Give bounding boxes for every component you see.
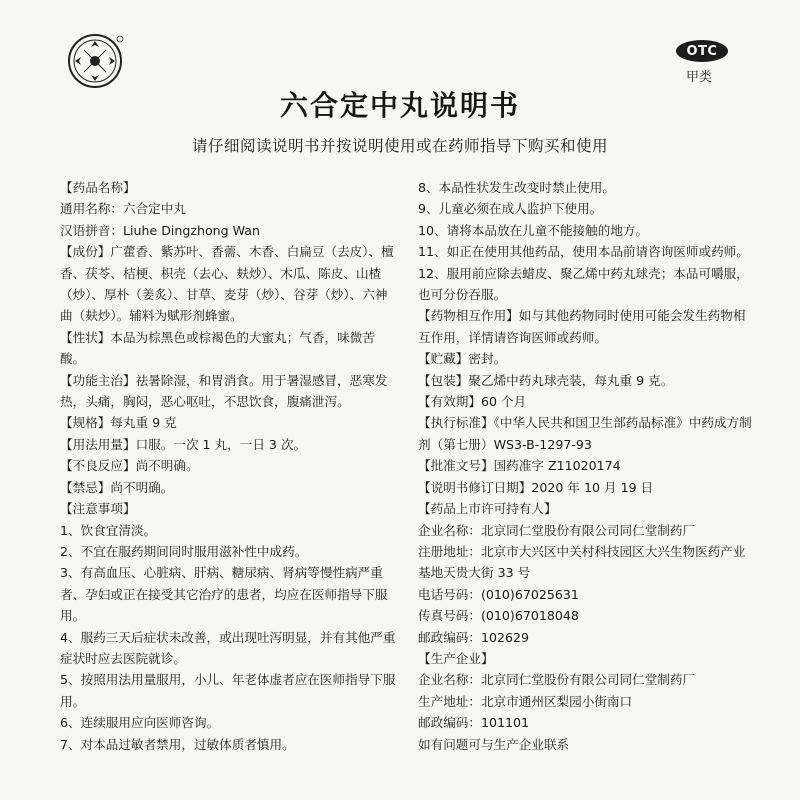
right-column <box>418 177 752 755</box>
document-subtitle: 请仔细阅读说明书并按说明使用或在药师指导下购买和使用 <box>191 137 608 155</box>
precaution-item: 5、按照用法用量服用，小儿、年老体虚者应在医师指导下服用。 <box>60 672 396 709</box>
shelf-life: 【有效期】60 个月 <box>418 394 527 410</box>
approval-number: 【批准文号】国药准字 Z11020174 <box>418 458 621 474</box>
adverse-reactions: 【不良反应】尚不明确。 <box>60 458 199 474</box>
manufacturer-address: 生产地址：北京市通州区梨园小街南口 <box>418 693 633 709</box>
description: 【性状】本品为棕黑色或棕褐色的大蜜丸；气香，味微苦酸。 <box>60 329 375 367</box>
contact-note: 如有问题可与生产企业联系 <box>418 736 570 752</box>
precaution-item: 9、儿童必须在成人监护下使用。 <box>418 201 603 217</box>
revision-date: 【说明书修订日期】2020 年 10 月 19 日 <box>418 479 654 495</box>
indications: 【功能主治】祛暑除湿，和胃消食。用于暑湿感冒，恶寒发热，头痛，胸闷，恶心呕吐，不思饮食，腹痛泄泻。 <box>60 372 388 410</box>
precaution-item: 3、有高血压、心脏病、肝病、糖尿病、肾病等慢性病严重者、孕妇或正在接受其它治疗的患者，均应在医师指导下服用。 <box>60 565 388 624</box>
precaution-item: 2、不宜在服药期间同时服用滋补性中成药。 <box>60 543 308 559</box>
standard: 【执行标准】《中华人民共和国卫生部药品标准》中药成方制剂（第七册）WS3-B-1297-93 <box>418 415 752 452</box>
mah-heading: 【药品上市许可持有人】 <box>418 501 557 517</box>
tongrentang-logo <box>66 32 124 90</box>
precaution-item: 8、本品性状发生改变时禁止使用。 <box>418 180 615 195</box>
mah-fax: 传真号码：(010)67018048 <box>418 608 579 624</box>
mah-phone: 电话号码：(010)67025631 <box>418 586 579 602</box>
dosage: 【用法用量】口服。一次 1 丸，一日 3 次。 <box>60 436 307 452</box>
precaution-item: 6、连续服用应向医师咨询。 <box>60 715 220 731</box>
specification: 【规格】每丸重 9 克 <box>60 415 177 431</box>
ingredients: 【成份】广藿香、紫苏叶、香薷、木香、白扁豆（去皮）、檀香、茯苓、桔梗、枳壳（去心、麸炒）、木瓜、陈皮、山楂（炒）、厚朴（姜炙）、甘草、麦芽（炒）、谷芽（炒）、六神曲（麸炒）。辅料为赋形剂蜂蜜。 <box>60 244 394 324</box>
precaution-item: 10、请将本品放在儿童不能接触的地方。 <box>418 222 649 238</box>
manufacturer-heading: 【生产企业】 <box>418 650 494 666</box>
precaution-item: 1、饮食宜清淡。 <box>60 522 157 538</box>
mah-address: 注册地址：北京市大兴区中关村科技园区大兴生物医药产业基地天贵大街 33 号 <box>418 543 746 581</box>
drug-interactions: 【药物相互作用】如与其他药物同时使用可能会发生药物相互作用，详情请咨询医师或药师。 <box>418 308 746 345</box>
mah-postcode: 邮政编码：102629 <box>418 629 530 645</box>
section-heading: 【药品名称】 <box>60 180 136 195</box>
precautions-heading: 【注意事项】 <box>60 501 136 517</box>
manufacturer-company: 企业名称：北京同仁堂股份有限公司同仁堂制药厂 <box>418 672 696 688</box>
pinyin-name: 汉语拼音：Liuhe Dingzhong Wan <box>60 222 260 238</box>
precaution-item: 11、如正在使用其他药品，使用本品前请咨询医师或药师。 <box>418 244 749 260</box>
precaution-item: 4、服药三天后症状未改善，或出现吐泻明显，并有其他严重症状时应去医院就诊。 <box>60 629 396 666</box>
precaution-item: 7、对本品过敏者禁用，过敏体质者慎用。 <box>60 736 295 752</box>
precaution-item: 12、服用前应除去蜡皮、聚乙烯中药丸球壳；本品可嚼服，也可分份吞服。 <box>418 265 749 303</box>
storage: 【贮藏】密封。 <box>418 351 507 367</box>
packaging: 【包装】聚乙烯中药丸球壳装，每丸重 9 克。 <box>418 372 674 388</box>
manufacturer-postcode: 邮政编码：101101 <box>418 715 530 731</box>
contraindications: 【禁忌】尚不明确。 <box>60 479 174 495</box>
otc-badge: OTC <box>676 40 728 62</box>
otc-category: 甲类 <box>686 70 713 85</box>
document-title: 六合定中丸说明书 <box>279 89 520 122</box>
generic-name: 通用名称：六合定中丸 <box>60 201 186 217</box>
left-column <box>60 177 396 755</box>
mah-company: 企业名称：北京同仁堂股份有限公司同仁堂制药厂 <box>418 522 696 538</box>
